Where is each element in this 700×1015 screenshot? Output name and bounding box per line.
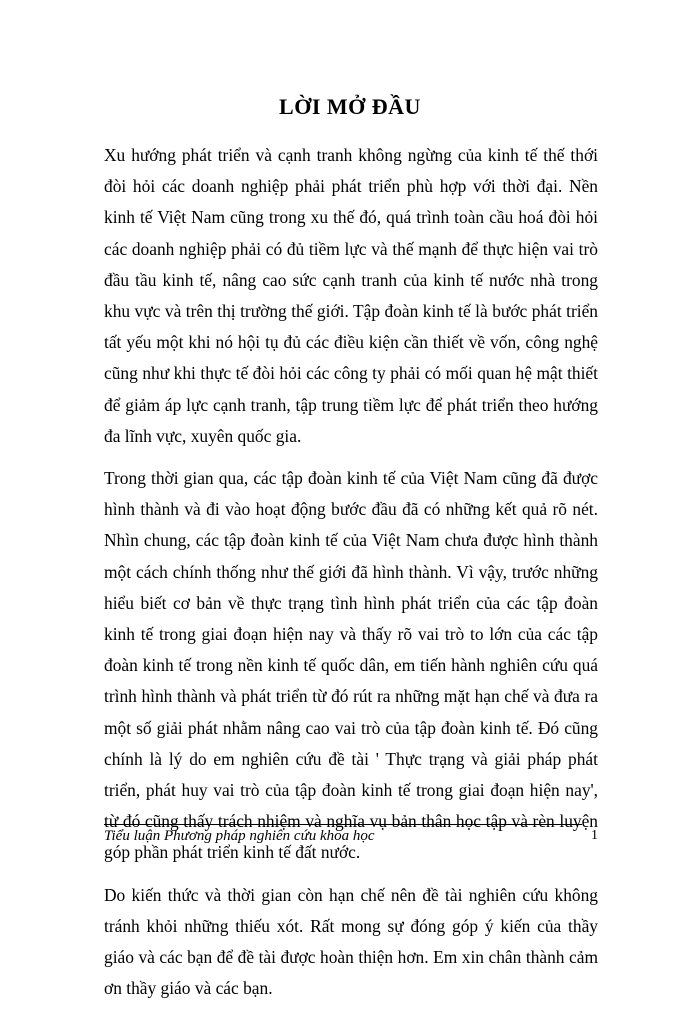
page-title: LỜI MỞ ĐẦU	[279, 94, 421, 119]
footer-label: Tiểu luận Phương pháp nghiên cứu khoa học	[104, 828, 375, 844]
document-body	[104, 140, 598, 1015]
paragraph-3: Do kiến thức và thời gian còn hạn chế nên đề tài nghiên cứu không tránh khỏi những thiếu xót. Rất mong sự đóng góp ý kiến của thầy giáo và các bạn để đề tài được hoàn thiện hơn. Em xin chân thành cảm ơn thầy giáo và các bạn.	[104, 884, 598, 999]
page-number: 1	[591, 828, 598, 843]
page-footer	[104, 824, 598, 848]
paragraph-2: Trong thời gian qua, các tập đoàn kinh tế của Việt Nam cũng đã được hình thành và đi vào hoạt động bước đầu đã có những kết quả rõ nét. Nhìn chung, các tập đoàn kinh tế của Việt Nam chưa được hình thành một cách chính thống như thế giới đã hình thành. Vì vậy, trước những hiểu biết cơ bản về thực trạng tình hình phát triển của các tập đoàn kinh tế trong giai đoạn hiện nay và thấy rõ vai trò to lớn của các tập đoàn kinh tế trong nền kinh tế quốc dân, em tiến hành nghiên cứu quá trình hình thành và phát triển từ đó rút ra những mặt hạn chế và đưa ra một số giải phát nhằm nâng cao vai trò của tập đoàn kinh tế. Đó cũng chính là lý do em nghiên cứu đề tài ' Thực trạng và giải pháp phát triển, phát huy vai trò của tập đoàn kinh tế trong giai đoạn hiện nay', từ đó cũng thấy trách nhiệm và nghĩa vụ bản thân học tập và rèn luyện góp phần phát triển kinh tế đất nước.	[104, 468, 598, 863]
footer-divider	[104, 824, 582, 825]
paragraph-1: Xu hướng phát triển và cạnh tranh không ngừng của kinh tế thế thới đòi hỏi các doanh nghiệp phải phát triển phù hợp với thời đại. Nền kinh tế Việt Nam cũng trong xu thế đó, quá trình toàn cầu hoá đòi hỏi các doanh nghiệp phải có đủ tiềm lực và thế mạnh để thực hiện vai trò đầu tầu kinh tế, nâng cao sức cạnh tranh của kinh tế nước nhà trong khu vực và trên thị trường thế giới. Tập đoàn kinh tế là bước phát triển tất yếu một khi nó hội tụ đủ các điều kiện cần thiết về vốn, công nghệ cũng như khi thực tế đòi hỏi các công ty phải có mối quan hệ mật thiết để giảm áp lực cạnh tranh, tập trung tiềm lực để phát triển theo hướng đa lĩnh vực, xuyên quốc gia.	[104, 145, 598, 446]
